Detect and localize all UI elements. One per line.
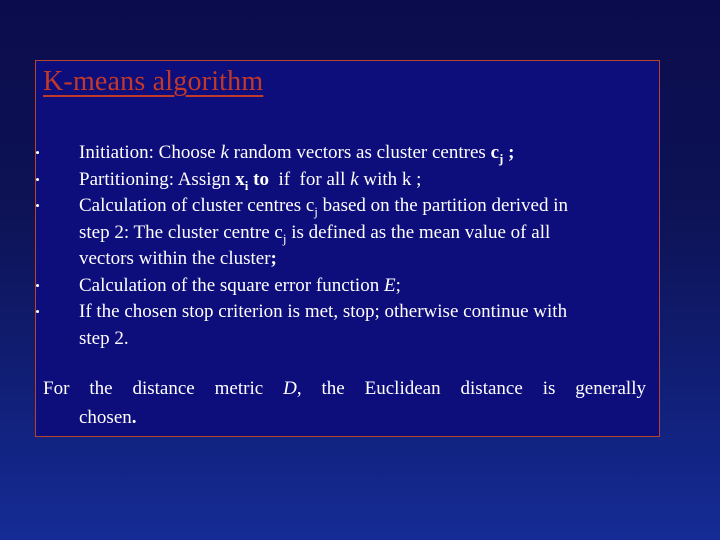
variable-k: k [220,142,229,163]
bullet-text: ; [270,248,277,269]
subscript-i: i [244,177,249,193]
footer-text: chosen [79,407,132,428]
slide-title: K-means algorithm [43,66,264,97]
bullet-text: Partitioning: Assign [79,168,236,190]
bullet-text: If the chosen stop criterion is met, stop; otherwise continue with [79,301,568,322]
bullet-dot-icon: • [35,145,40,160]
bullet-text: Calculation of the square error function [79,274,384,296]
bullet-dot-icon: • [35,304,40,319]
bullet-text: if for all [268,168,351,190]
bullet-partitioning [36,167,659,194]
footer-paragraph-line1 [43,374,646,403]
subscript-j: j [499,151,504,166]
bullet-stop-criterion [36,299,659,352]
subscript-j: j [282,230,287,246]
variable-c: c [490,142,499,163]
subscript-j: j [314,204,318,219]
bullet-calculation-centres [36,193,659,273]
footer-text: , the Euclidean distance is generally [296,378,646,399]
bullet-text: based on the partition derived in [317,195,569,216]
bullet-text: with k ; [358,168,422,190]
bullet-text: to [248,168,269,190]
bullet-text: Initiation: Choose [79,142,221,163]
slide-content-box [35,60,660,437]
bullet-initiation [36,140,659,167]
bullet-dot-icon: • [35,171,40,187]
bullet-text: random vectors as cluster centres [228,142,491,163]
footer-text: For the distance metric [43,378,284,399]
bullet-text: step 2: The cluster centre c [79,221,283,243]
bullet-text: ; [503,142,515,163]
footer-text: . [131,407,137,428]
bullet-dot-icon: • [35,277,40,293]
bullet-text: Calculation of cluster centres c [79,195,315,216]
bullet-list [36,140,659,352]
bullet-text: step 2. [79,327,129,349]
bullet-text: vectors within the cluster [79,248,271,269]
bullet-text: is defined as the mean value of all [286,221,551,243]
variable-x: x [235,168,245,190]
footer-paragraph-line2 [79,403,137,432]
bullet-square-error [36,273,659,300]
bullet-dot-icon: • [35,198,40,213]
bullet-text: ; [395,274,401,296]
variable-e: E [383,274,396,296]
variable-k: k [350,168,359,190]
variable-d: D [283,378,297,399]
